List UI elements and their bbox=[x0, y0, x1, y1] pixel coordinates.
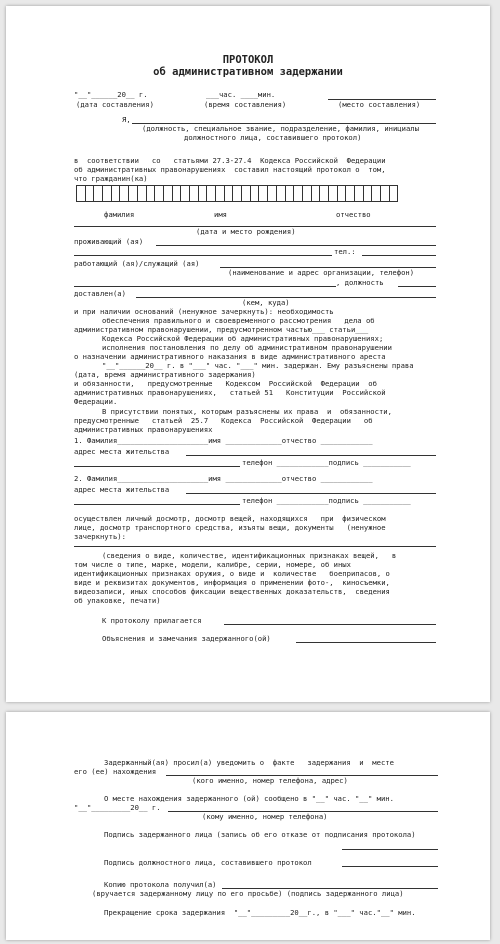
official-caption-1: (должность, специальное звание, подразделение, фамилия, инициалы bbox=[142, 124, 419, 133]
time-caption: (время составления) bbox=[204, 100, 287, 109]
ground2-line-3: "__"______20__ г. в "___" час. "___" мин. задержан. Ему разъяснены права bbox=[102, 361, 414, 370]
signature-detained-label: Подпись задержанного лица (запись об его отказе от подписания протокола) bbox=[104, 830, 416, 839]
witness1-phone-row: телефон ____________подпись ___________ bbox=[242, 458, 411, 467]
copy-caption: (вручается задержанному лицу по его просьбе) (подпись задержанного лица) bbox=[92, 889, 404, 898]
ground1-line-2: административном правонарушении, предусмотренном частью___ статьи___ bbox=[74, 325, 369, 334]
org-line-2 bbox=[74, 286, 336, 287]
witness2-phone-row: телефон ____________подпись ___________ bbox=[242, 496, 411, 505]
document-subtitle: об административном задержании bbox=[153, 66, 343, 78]
search-line-1: осуществлен личный досмотр, досмотр вещей, находящихся при физическом bbox=[74, 514, 386, 523]
witness1-address-line-2 bbox=[74, 466, 240, 467]
ground2-line-2: о назначении административного наказания в виде административного ареста bbox=[74, 352, 386, 361]
ground2-line-1: исполнения постановления по делу об административном правонарушении bbox=[102, 343, 392, 352]
residing-line-2 bbox=[74, 255, 332, 256]
position-label: , должность bbox=[336, 278, 384, 287]
items-caption-3: идентификационных признаках оружия, о виде и количестве боеприпасов, о bbox=[74, 569, 390, 578]
witness2-address-line bbox=[186, 493, 436, 494]
notify-line-2: его (ее) нахождения bbox=[74, 767, 157, 776]
explanations-line bbox=[296, 642, 436, 643]
witness-intro-3: административных правонарушениях bbox=[74, 425, 213, 434]
witness-intro-2: предусмотренные статьей 25.7 Кодекса Российской Федерации об bbox=[74, 416, 373, 425]
surname-caption: фамилия bbox=[104, 210, 135, 219]
witness1-address-line bbox=[186, 455, 436, 456]
items-caption-5: видеозаписи, иных способов фиксации вещественных доказательств, сведения bbox=[74, 587, 390, 596]
witness2-name-row: 2. Фамилия_____________________имя _____________отчество ____________ bbox=[74, 474, 373, 483]
place-caption: (место составления) bbox=[338, 100, 421, 109]
ground2-line-4: (дата, время административного задержания) bbox=[74, 370, 256, 379]
position-line bbox=[398, 286, 436, 287]
notify-caption: (кого именно, номер телефона, адрес) bbox=[192, 776, 348, 785]
search-line-2: лице, досмотр транспортного средства, изъяты вещи, документы (ненужное bbox=[74, 523, 386, 532]
tel-line bbox=[362, 255, 436, 256]
ground1-line-1: обеспечения правильного и своевременного рассмотрения дела об bbox=[102, 316, 375, 325]
grounds-text: и при наличии оснований (ненужное зачеркнуть): необходимость bbox=[74, 307, 334, 316]
where-caption: (кем, куда) bbox=[242, 298, 290, 307]
notify-line-1: Задержанный(ая) просил(а) уведомить о факте задержания и месте bbox=[104, 758, 394, 767]
residing-line bbox=[156, 245, 436, 246]
name-letter-cell bbox=[389, 185, 399, 202]
witness2-address-line-2 bbox=[74, 504, 240, 505]
ya-label: Я, bbox=[122, 115, 131, 124]
witness-intro-1: В присутствии понятых, которым разъяснены их права и обязанности, bbox=[102, 407, 392, 416]
termination-line: Прекращение срока задержания "__"_________20__г., в "___" час."__" мин. bbox=[104, 908, 416, 917]
official-caption-2: должностного лица, составившего протокол) bbox=[184, 133, 362, 142]
items-caption-4: виде и реквизитах документов, информация о применении фото-, киносъемки, bbox=[74, 578, 390, 587]
informed-caption: (кому именно, номер телефона) bbox=[202, 812, 328, 821]
attached-line bbox=[224, 624, 436, 625]
items-caption-6: об упаковке, печати) bbox=[74, 596, 161, 605]
informed-line-2: "__"_________20__ г. bbox=[74, 803, 161, 812]
ground2-line-6: административных правонарушениях, статьей 51 Конституции Российской bbox=[74, 388, 386, 397]
witness1-address-label: адрес места жительства bbox=[74, 447, 170, 456]
intro-line-3: что гражданин(ка) bbox=[74, 174, 148, 183]
time-line: ___час. ____мин. bbox=[206, 90, 276, 99]
intro-line-2: об административных правонарушениях составил настоящий протокол о том, bbox=[74, 165, 386, 174]
intro-line-1: в соответствии со статьями 27.3-27.4 Кодекса Российской Федерации bbox=[74, 156, 386, 165]
signature-official-line bbox=[342, 866, 438, 867]
protocol-page-2 bbox=[6, 712, 490, 940]
items-caption-1: (сведения о виде, количестве, идентификационных признаках вещей, в bbox=[102, 551, 397, 560]
ground2-line-5: и обязанности, предусмотренные Кодексом Российской Федерации об bbox=[74, 379, 377, 388]
date-line: "__"______20__ г. bbox=[74, 90, 148, 99]
first-name-caption: имя bbox=[214, 210, 227, 219]
residing-label: проживающий (ая) bbox=[74, 237, 144, 246]
witness1-name-row: 1. Фамилия_____________________имя _____________отчество ____________ bbox=[74, 436, 373, 445]
items-caption-2: том числе о типе, марке, модели, калибре, серии, номере, об иных bbox=[74, 560, 351, 569]
name-letter-cells bbox=[76, 185, 397, 202]
patronymic-caption: отчество bbox=[336, 210, 371, 219]
copy-received-label: Копию протокола получил(а) bbox=[104, 880, 217, 889]
tel-label: тел.: bbox=[334, 247, 356, 256]
items-line bbox=[74, 546, 436, 547]
signature-detained-line bbox=[342, 849, 438, 850]
signature-official-label: Подпись должностного лица, составившего протокол bbox=[104, 858, 312, 867]
witness2-address-label: адрес места жительства bbox=[74, 485, 170, 494]
document-title: ПРОТОКОЛ bbox=[222, 54, 274, 66]
protocol-page-1 bbox=[6, 6, 490, 702]
birth-caption: (дата и место рождения) bbox=[196, 227, 296, 236]
delivered-label: доставлен(а) bbox=[74, 289, 126, 298]
informed-line-1: О месте нахождения задержанного (ой) сообщено в "__" час. "__" мин. bbox=[104, 794, 394, 803]
working-label: работающий (ая)/служащий (ая) bbox=[74, 259, 200, 268]
date-caption: (дата составления) bbox=[76, 100, 154, 109]
attached-label: К протоколу прилагается bbox=[102, 616, 202, 625]
org-caption: (наименование и адрес организации, телефон) bbox=[228, 268, 415, 277]
explanations-label: Объяснения и замечания задержанного(ой) bbox=[102, 634, 271, 643]
ground2-line-7: Федерации. bbox=[74, 397, 118, 406]
search-line-3: зачеркнуть): bbox=[74, 532, 126, 541]
ground1-line-3: Кодекса Российской Федерации об административных правонарушениях; bbox=[102, 334, 384, 343]
